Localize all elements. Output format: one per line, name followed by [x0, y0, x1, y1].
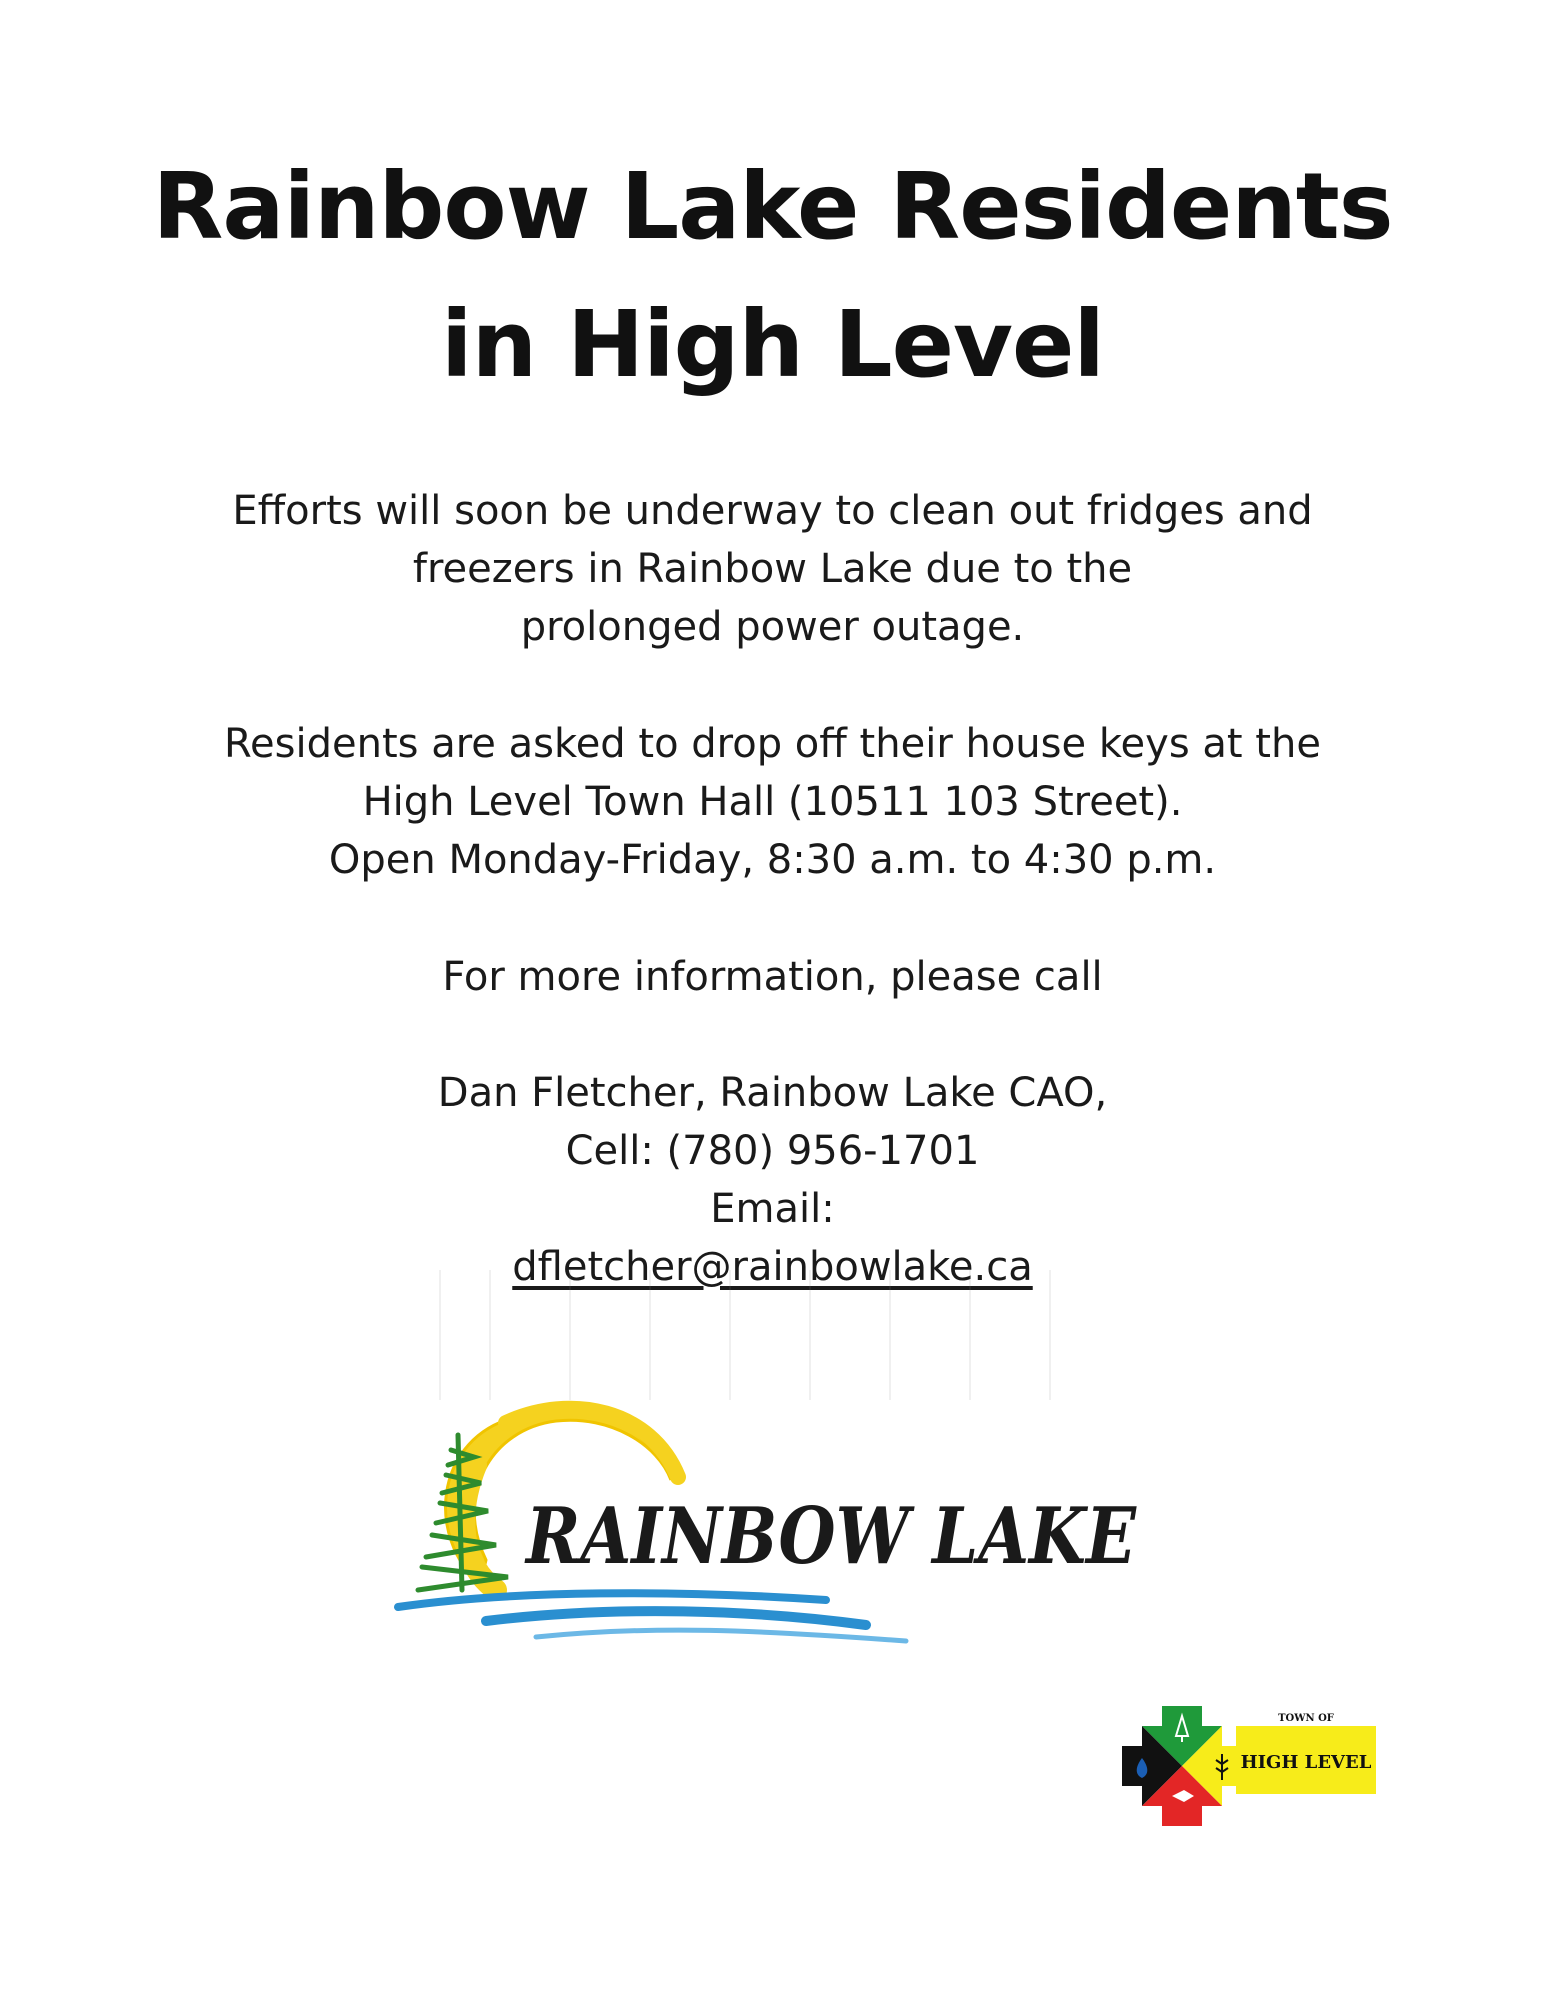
contact-cell: Cell: (780) 956-1701: [565, 1128, 980, 1174]
high-level-emblem-icon: [1122, 1706, 1242, 1826]
paragraph-1-line-1: Efforts will soon be underway to clean out fridges and: [232, 488, 1313, 534]
paragraph-2-line-3: Open Monday-Friday, 8:30 a.m. to 4:30 p.m.: [328, 837, 1217, 883]
paragraph-2-line-2: High Level Town Hall (10511 103 Street).: [362, 779, 1183, 825]
paragraph-more-info: [0, 948, 1545, 1006]
paragraph-key-dropoff: [0, 715, 1545, 889]
paragraph-1-line-2: freezers in Rainbow Lake due to the: [412, 546, 1133, 592]
paragraph-cleanup-notice: [0, 482, 1545, 656]
high-level-logo: [1112, 1706, 1376, 1836]
paragraph-3-line-1: For more information, please call: [442, 954, 1103, 1000]
rainbow-lake-wordmark: RAINBOW LAKE: [524, 1491, 1138, 1582]
contact-email-link[interactable]: dfletcher@rainbowlake.ca: [512, 1244, 1033, 1290]
title-line-2: in High Level: [441, 291, 1104, 398]
high-level-wordmark: HIGH LEVEL: [1240, 1752, 1372, 1773]
background-artifact-lines: [430, 1270, 1070, 1400]
paragraph-2-line-1: Residents are asked to drop off their house keys at the: [224, 721, 1321, 767]
contact-email-label: Email:: [710, 1186, 835, 1232]
page-title: [0, 138, 1545, 414]
town-of-label: TOWN OF: [1278, 1713, 1334, 1724]
contact-block: [0, 1064, 1545, 1296]
contact-name: Dan Fletcher, Rainbow Lake CAO,: [437, 1070, 1108, 1116]
title-line-1: Rainbow Lake Residents: [152, 153, 1393, 260]
water-waves-icon: [398, 1593, 906, 1641]
paragraph-1-line-3: prolonged power outage.: [520, 604, 1025, 650]
rainbow-lake-logo: [396, 1385, 1150, 1645]
